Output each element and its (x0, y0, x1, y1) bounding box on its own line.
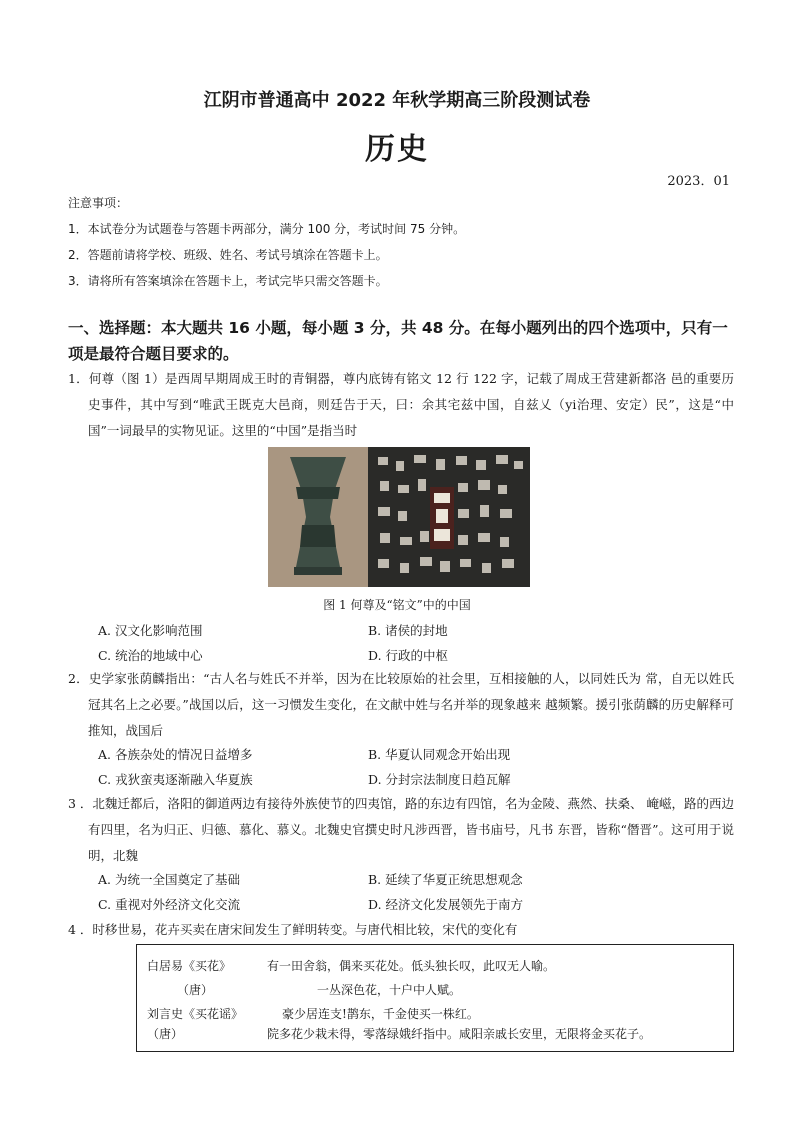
poem-2-line: 豪少居连支!鹊东，千金使买一株红。 (282, 1007, 479, 1021)
poem-1-author: 白居易《买花》 (147, 959, 232, 973)
option-b: B. 诸侯的封地 (368, 623, 448, 638)
question-4 (68, 917, 734, 943)
poem-1-dynasty: （唐） (177, 983, 214, 997)
exam-title: 江阴市普通高中 2022 年秋学期高三阶段测试卷 (203, 90, 591, 111)
option-b: B. 华夏认同观念开始出现 (368, 747, 511, 762)
section-heading: 一、选择题：本大题共 16 小题，每小题 3 分，共 48 分。在每小题列出的四个选项中，只有一项是最符合题目要求的。 (68, 319, 728, 363)
poem-1-line: 有一田舍翁，偶来买花处。低头独长叹，此叹无人喻。 (267, 959, 556, 973)
figure-he-zun (268, 447, 530, 587)
exam-date: 2023．01 (667, 174, 730, 189)
note-item: 1．本试卷分为试题卷与答题卡两部分，满分 100 分，考试时间 75 分钟。 (68, 222, 466, 236)
option-d: D. 分封宗法制度日趋瓦解 (368, 772, 511, 787)
question-text: 2．史学家张荫麟指出：“古人名与姓氏不并举，因为在比较原始的社会里，互相接触的人，以同姓氏为 常，自无以姓氏冠其名上之必要。”战国以后，这一习惯发生变化，在文献中姓与名并举的现象越来 越频繁。援引张荫麟的历史解释可推知，战国后 (68, 671, 734, 738)
question-3 (68, 791, 734, 869)
question-1-options (98, 618, 658, 668)
poem-table (136, 944, 734, 1052)
poem-1-line: 一丛深色花，十户中人赋。 (317, 983, 462, 997)
option-c: C. 戎狄蛮夷逐渐融入华夏族 (98, 772, 253, 787)
option-a: A. 为统一全国奠定了基础 (98, 872, 240, 887)
note-item: 2．答题前请将学校、班级、姓名、考试号填涂在答题卡上。 (68, 248, 388, 262)
poem-2-author: 刘言史《买花谣》 (147, 1007, 244, 1021)
notes-block (68, 193, 465, 297)
figure-caption: 图 1 何尊及“铭文”中的中国 (323, 598, 471, 612)
note-item: 3．请将所有答案填涂在答题卡上，考试完毕只需交答题卡。 (68, 274, 388, 288)
question-text: 1．何尊（图 1）是西周早期周成王时的青铜器，尊内底铸有铭文 12 行 122 字，记载了周成王营建新都洛 邑的重要历史事件，其中写到“唯武王既克大邑商，则廷告于天，曰：余其宅兹中国，自兹乂（yi治理、安定）民”，这是“中国”一词最早的实物见证。这里的“中国”是指当时 (68, 371, 734, 438)
subject-title: 历史 (365, 132, 429, 167)
option-d: D. 行政的中枢 (368, 648, 449, 663)
question-3-options (98, 867, 658, 917)
poem-2-dynasty: （唐） (147, 1027, 184, 1041)
question-1 (68, 366, 734, 444)
poem-2-line: 院多花少栽未得，零落绿娥纤指中。咸阳亲戚长安里，无限将金买花子。 (267, 1027, 652, 1041)
option-a: A. 汉文化影响范围 (98, 623, 203, 638)
question-text: 4 ．时移世易，花卉买卖在唐宋间发生了鲜明转变。与唐代相比较，宋代的变化有 (68, 922, 518, 937)
notes-heading: 注意事项： (68, 196, 129, 210)
option-b: B. 延续了华夏正统思想观念 (368, 872, 523, 887)
he-zun-inscription-image (268, 447, 530, 587)
question-text: 3 ．北魏迁都后，洛阳的御道两边有接待外族使节的四夷馆，路的东边有四馆，名为金陵、燕然、扶桑、 崦嵫，路的西边有四里，名为归正、归德、慕化、慕义。北魏史官撰史时凡涉西晋，皆书庙号，凡书 东晋，皆称“僭晋”。这可用于说明，北魏 (68, 796, 734, 863)
option-d: D. 经济文化发展领先于南方 (368, 897, 524, 912)
option-c: C. 统治的地域中心 (98, 648, 203, 663)
question-2-options (98, 742, 658, 792)
option-c: C. 重视对外经济文化交流 (98, 897, 241, 912)
option-a: A. 各族杂处的情况日益增多 (98, 747, 253, 762)
question-2 (68, 666, 734, 744)
